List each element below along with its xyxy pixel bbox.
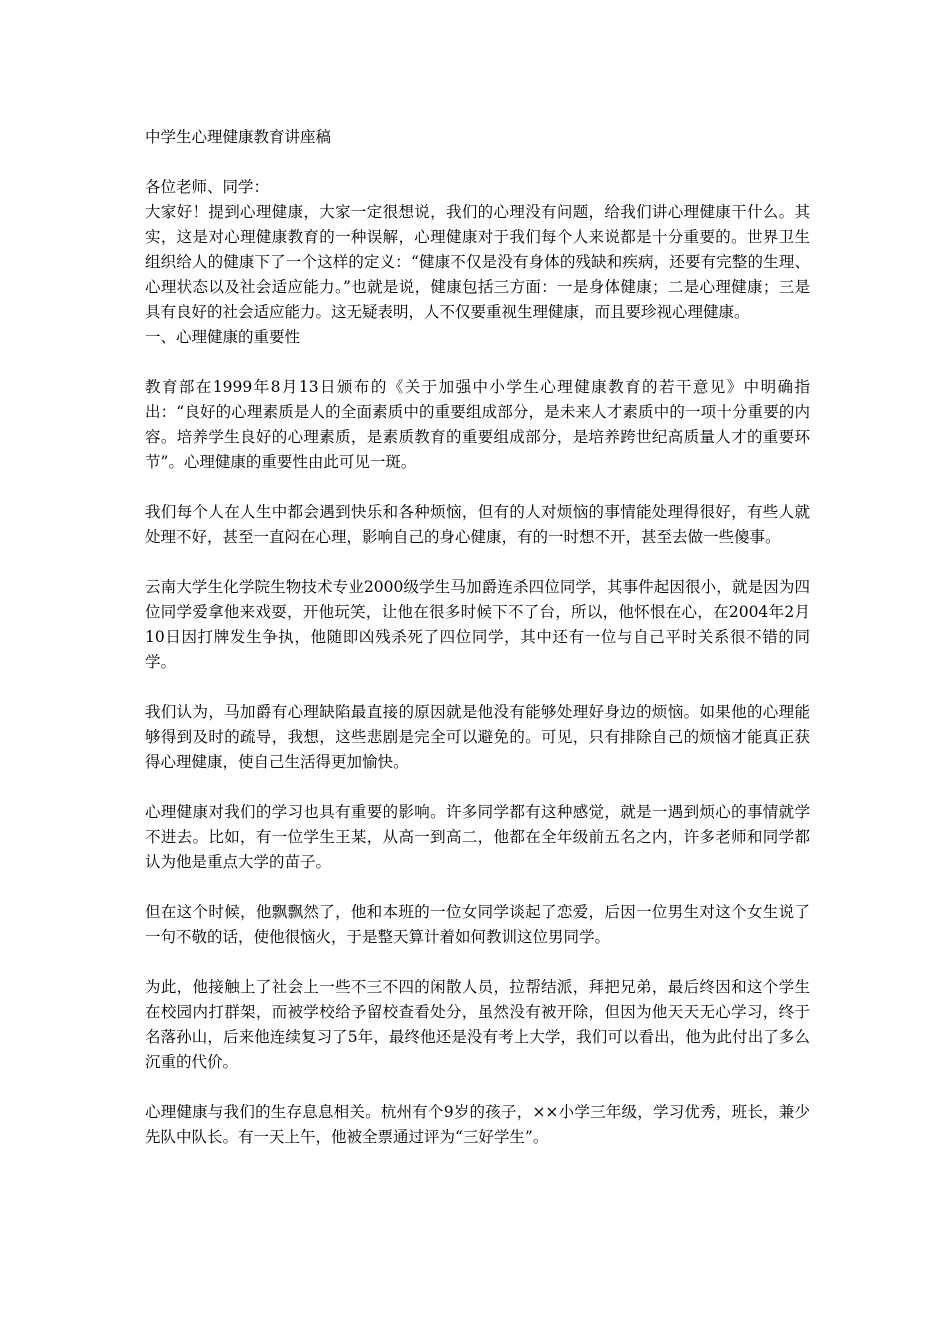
body-paragraph: 但在这个时候，他飘飘然了，他和本班的一位女同学谈起了恋爱，后因一位男生对这个女生说了一句不敬的话，使他很恼火，于是整天算计着如何教训这位男同学。 <box>145 903 810 946</box>
body-paragraph: 云南大学生化学院生物技术专业2000级学生马加爵连杀四位同学，其事件起因很小，就是因为四位同学爱拿他来戏耍，开他玩笑，让他在很多时候下不了台，所以，他怀恨在心，在2004年2月10日因打牌发生争执，他随即凶残杀死了四位同学，其中还有一位与自己平时关系很不错的同学。 <box>145 578 810 671</box>
section-heading: 一、心理健康的重要性 <box>145 328 301 346</box>
intro-paragraph: 大家好！提到心理健康，大家一定很想说，我们的心理没有问题，给我们讲心理健康干什么。其实，这是对心理健康教育的一种误解，心理健康对于我们每个人来说都是十分重要的。世界卫生组织给人的健康下了一个这样的定义：“健康不仅是没有身体的残缺和疾病，还要有完整的生理、心理状态以及社会适应能力。”也就是说，健康包括三方面：一是身体健康；二是心理健康；三是具有良好的社会适应能力。这无疑表明，人不仅要重视生理健康，而且要珍视心理健康。 <box>145 203 810 321</box>
document-page <box>145 125 810 1150</box>
body-paragraph: 为此，他接触上了社会上一些不三不四的闲散人员，拉帮结派，拜把兄弟，最后终因和这个学生在校园内打群架，而被学校给予留校查看处分，虽然没有被开除，但因为他天天无心学习，终于名落孙山，后来他连续复习了5年，最终他还是没有考上大学，我们可以看出，他为此付出了多么沉重的代价。 <box>145 978 810 1071</box>
document-title: 中学生心理健康教育讲座稿 <box>145 128 332 146</box>
body-paragraph: 我们认为，马加爵有心理缺陷最直接的原因就是他没有能够处理好身边的烦恼。如果他的心理能够得到及时的疏导，我想，这些悲剧是完全可以避免的。可见，只有排除自己的烦恼才能真正获得心理健康，使自己生活得更加愉快。 <box>145 703 810 771</box>
body-paragraph: 教育部在1999年8月13日颁布的《关于加强中小学生心理健康教育的若干意见》中明确指出：“良好的心理素质是人的全面素质中的重要组成部分，是未来人才素质中的一项十分重要的内容。培养学生良好的心理素质，是素质教育的重要组成部分，是培养跨世纪高质量人才的重要环节”。心理健康的重要性由此可见一斑。 <box>145 378 810 471</box>
body-paragraph: 心理健康对我们的学习也具有重要的影响。许多同学都有这种感觉，就是一遇到烦心的事情就学不进去。比如，有一位学生王某，从高一到高二，他都在全年级前五名之内，许多老师和同学都认为他是重点大学的苗子。 <box>145 803 810 871</box>
salutation: 各位老师、同学： <box>145 178 270 196</box>
body-paragraph: 我们每个人在人生中都会遇到快乐和各种烦恼，但有的人对烦恼的事情能处理得很好，有些人就处理不好，甚至一直闷在心理，影响自己的身心健康，有的一时想不开，甚至去做一些傻事。 <box>145 503 810 546</box>
body-paragraph: 心理健康与我们的生存息息相关。杭州有个9岁的孩子，××小学三年级，学习优秀，班长，兼少先队中队长。有一天上午，他被全票通过评为“三好学生”。 <box>145 1103 810 1146</box>
